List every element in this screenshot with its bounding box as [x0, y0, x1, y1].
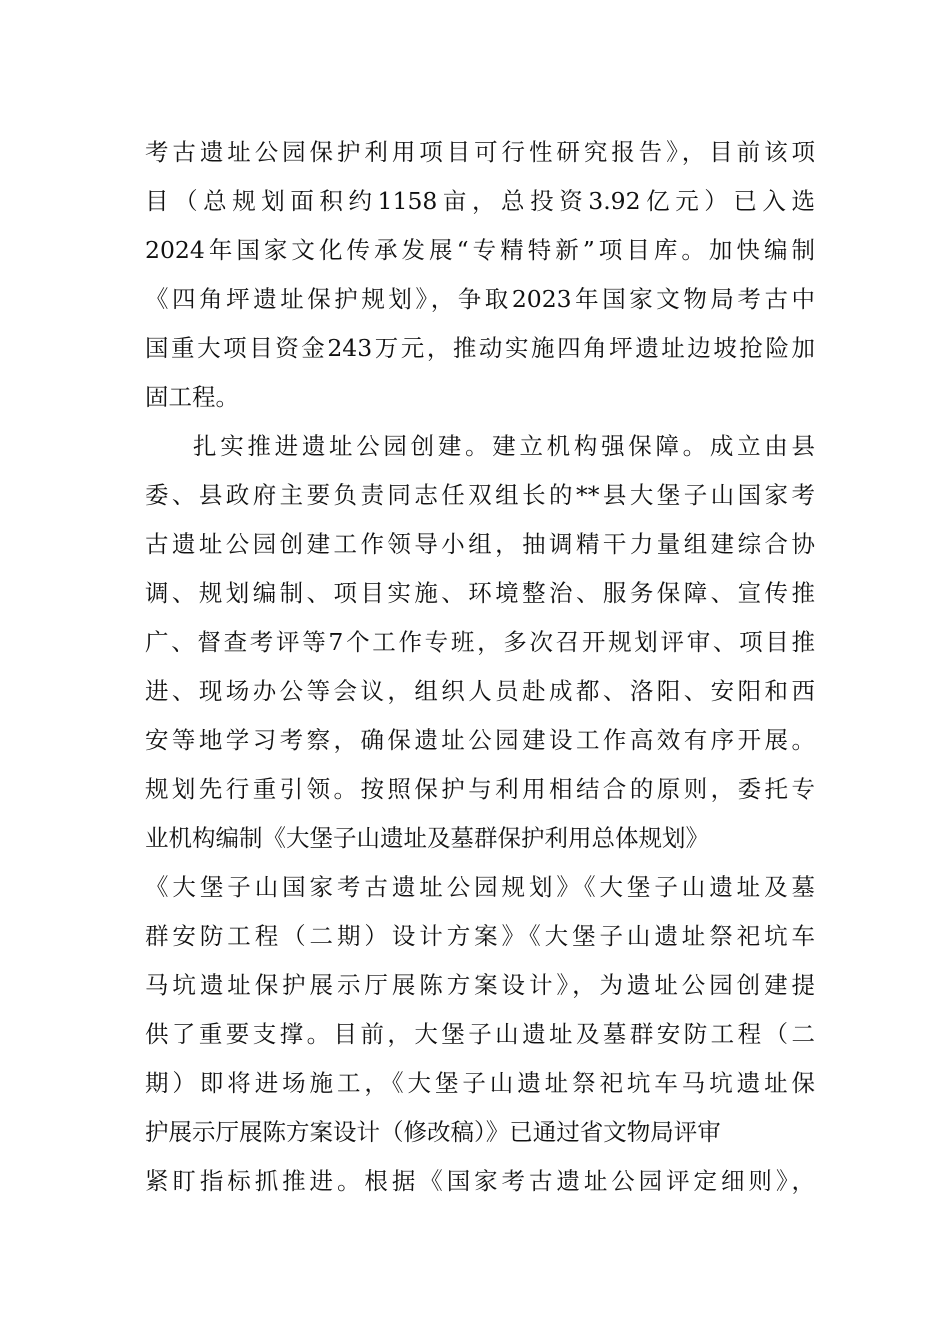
- text-line: 2024年国家文化传承发展“专精特新”项目库。加快编制: [145, 236, 815, 264]
- text-line: 《四角坪遗址保护规划》，争取2023年国家文物局考古中: [145, 285, 815, 313]
- text-line: 紧盯指标抓推进。根据《国家考古遗址公园评定细则》，: [145, 1167, 815, 1195]
- text-line: 业机构编制《大堡子山遗址及墓群保护利用总体规划》: [145, 824, 709, 852]
- text-line: 广、督查考评等7个工作专班，多次召开规划评审、项目推: [145, 628, 815, 656]
- text-line: 群安防工程（二期）设计方案》《大堡子山遗址祭祀坑车: [145, 922, 815, 950]
- text-line: 固工程。: [145, 383, 239, 411]
- paragraph-heading-line: 扎实推进遗址公园创建。建立机构强保障。成立由县: [193, 432, 815, 460]
- text-line: 《大堡子山国家考古遗址公园规划》《大堡子山遗址及墓: [145, 873, 815, 901]
- text-line: 调、规划编制、项目实施、环境整治、服务保障、宣传推: [145, 579, 815, 607]
- text-line: 供了重要支撑。目前，大堡子山遗址及墓群安防工程（二: [145, 1020, 815, 1048]
- text-line: 考古遗址公园保护利用项目可行性研究报告》，目前该项: [145, 138, 815, 166]
- text-line: 护展示厅展陈方案设计（修改稿）》已通过省文物局评审: [145, 1118, 721, 1146]
- text-line: 期）即将进场施工，《大堡子山遗址祭祀坑车马坑遗址保: [145, 1069, 815, 1097]
- text-line: 国重大项目资金243万元，推动实施四角坪遗址边坡抢险加: [145, 334, 815, 362]
- text-line: 古遗址公园创建工作领导小组，抽调精干力量组建综合协: [145, 530, 815, 558]
- text-line: 进、现场办公等会议，组织人员赴成都、洛阳、安阳和西: [145, 677, 815, 705]
- text-line: 委、县政府主要负责同志任双组长的**县大堡子山国家考: [145, 481, 815, 509]
- text-line: 马坑遗址保护展示厅展陈方案设计》，为遗址公园创建提: [145, 971, 815, 999]
- body-text: [145, 128, 815, 1206]
- text-line: 安等地学习考察，确保遗址公园建设工作高效有序开展。: [145, 726, 815, 754]
- text-line: 目（总规划面积约1158亩，总投资3.92亿元）已入选: [145, 187, 815, 215]
- text-line: 规划先行重引领。按照保护与利用相结合的原则，委托专: [145, 775, 815, 803]
